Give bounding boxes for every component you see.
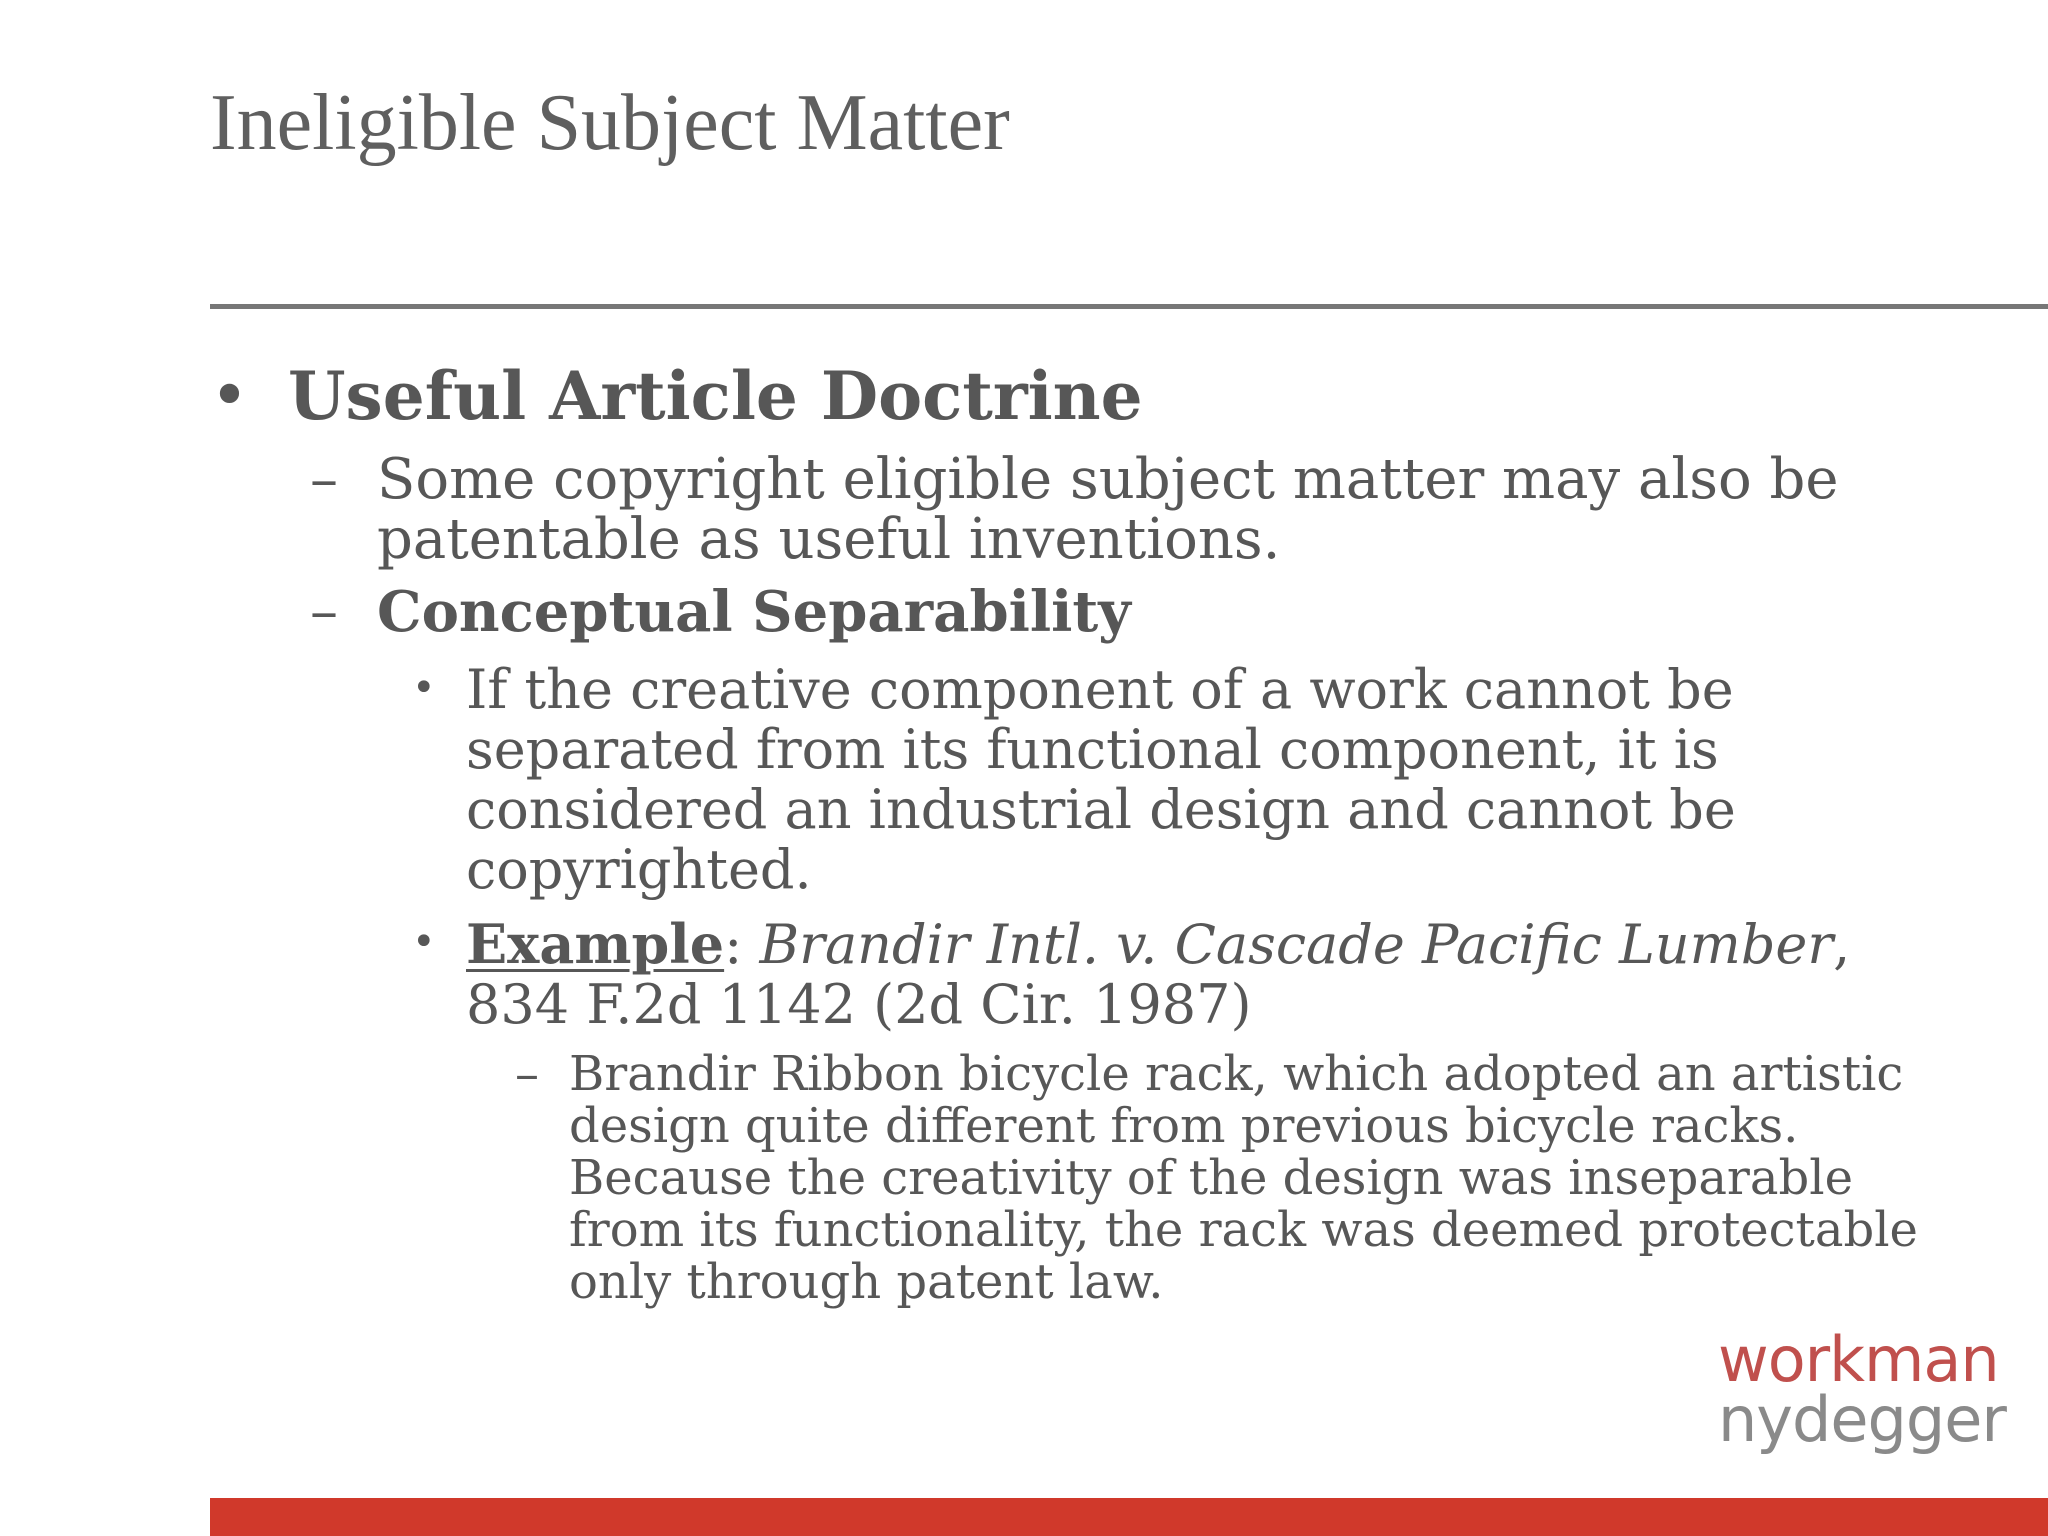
case-name: Brandir Intl. v. Cascade Pacific Lumber	[759, 913, 1834, 976]
sub-bullet-example	[412, 914, 1912, 1035]
logo-nydegger: nydegger	[1718, 1383, 2006, 1456]
bullet-heading: Useful Article Doctrine	[288, 357, 1143, 435]
bullet-useful-article-doctrine	[210, 358, 1970, 434]
footer-accent-bar	[210, 1498, 2048, 1536]
slide-title: Ineligible Subject Matter	[210, 79, 1010, 167]
sub-bullet-definition	[412, 660, 1912, 900]
subpoint-text: Some copyright eligible subject matter may also be patentable as useful inventions.	[377, 447, 1839, 572]
detail-text: Brandir Ribbon bicycle rack, which adopted an artistic design quite different from previous bicycle racks. Because the creativity of the design was inseparable from its functionality, the rack was deemed protectable only through patent law.	[569, 1046, 1918, 1310]
logo-workman: workman	[1718, 1323, 1999, 1396]
title-divider	[210, 304, 2048, 309]
dash-marker: –	[310, 447, 338, 512]
example-colon: :	[724, 913, 760, 976]
company-logo	[1718, 1323, 2018, 1456]
subpoint-conceptual-separability	[310, 579, 1970, 645]
bullet-marker: •	[412, 665, 436, 711]
dash-marker: –	[310, 579, 338, 644]
dash-marker: –	[515, 1046, 539, 1102]
subpoint-patentable	[310, 447, 1970, 572]
detail-brandir-rack	[515, 1048, 1935, 1308]
bullet-marker: •	[210, 357, 249, 434]
case-citation: , 834 F.2d 1142 (2d Cir. 1987)	[466, 913, 1851, 1036]
subpoint-heading: Conceptual Separability	[377, 579, 1131, 645]
example-text	[412, 914, 1912, 1035]
bullet-marker: •	[412, 919, 436, 965]
example-label: Example	[466, 912, 725, 976]
sub-bullet-text: If the creative component of a work cannot be separated from its functional component, it is considered an industrial design and cannot be copyrighted.	[466, 658, 1736, 901]
